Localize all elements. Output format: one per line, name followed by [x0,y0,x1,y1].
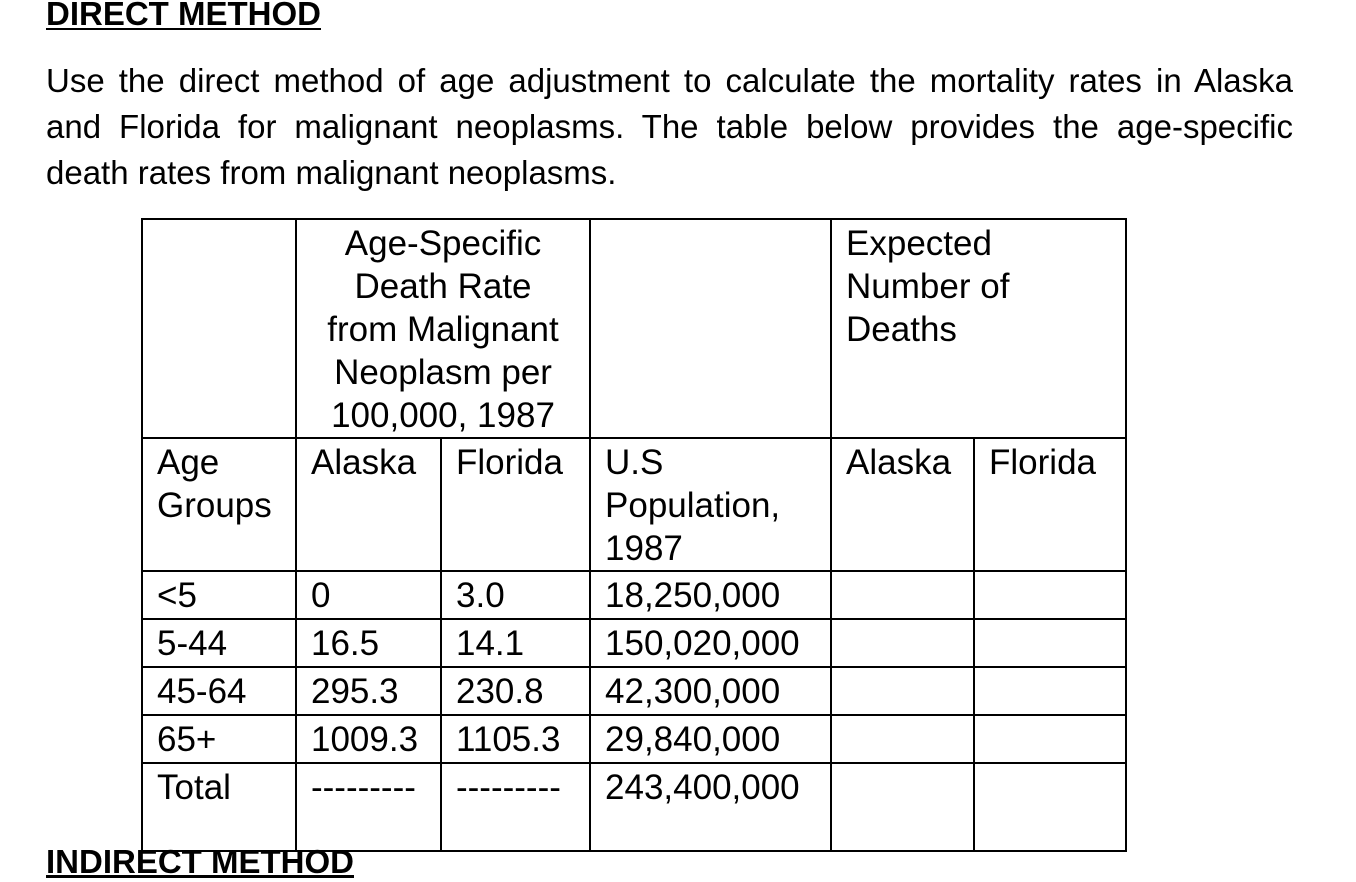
next-section-heading: INDIRECT METHOD [46,843,354,880]
age-group-cell: <5 [142,571,296,619]
alaska-rate-cell: 0 [296,571,441,619]
alaska-expected-cell [831,715,974,763]
header-death-rate: Age-Specific Death Rate from Malignant Neoplasm per 100,000, 1987 [296,219,590,438]
table-row [142,667,1126,715]
alaska-expected-total-cell [831,763,974,851]
table-row [142,715,1126,763]
alaska-expected-cell [831,667,974,715]
florida-expected-cell [974,667,1126,715]
florida-rate-cell: 230.8 [441,667,590,715]
florida-rate-cell: 1105.3 [441,715,590,763]
population-total-cell: 243,400,000 [590,763,831,851]
age-group-cell: 45-64 [142,667,296,715]
florida-rate-cell: 3.0 [441,571,590,619]
age-adjustment-table [141,218,1127,852]
header-alaska-expected: Alaska [831,438,974,571]
table-total-row [142,763,1126,851]
section-heading: DIRECT METHOD [46,0,321,32]
population-cell: 29,840,000 [590,715,831,763]
header-florida-expected: Florida [974,438,1126,571]
population-cell: 150,020,000 [590,619,831,667]
florida-expected-total-cell [974,763,1126,851]
header-florida-rate: Florida [441,438,590,571]
alaska-expected-cell [831,619,974,667]
header-alaska-rate: Alaska [296,438,441,571]
total-label-cell: Total [142,763,296,851]
alaska-rate-cell: 295.3 [296,667,441,715]
florida-expected-cell [974,571,1126,619]
alaska-rate-cell: 1009.3 [296,715,441,763]
florida-total-cell: --------- [441,763,590,851]
table-header-row [142,219,1126,438]
age-group-cell: 5-44 [142,619,296,667]
empty-header-cell [590,219,831,438]
header-us-population: U.S Population, 1987 [590,438,831,571]
header-expected-deaths: Expected Number of Deaths [831,219,1126,438]
alaska-expected-cell [831,571,974,619]
florida-rate-cell: 14.1 [441,619,590,667]
florida-expected-cell [974,715,1126,763]
table-row [142,619,1126,667]
florida-expected-cell [974,619,1126,667]
empty-header-cell [142,219,296,438]
age-group-cell: 65+ [142,715,296,763]
instructions-paragraph: Use the direct method of age adjustment to calculate the mortality rates in Alaska and Florida for malignant neoplasms. The table below provides the age-specific death rates from malignant neoplasms. [46,62,1293,191]
alaska-total-cell: --------- [296,763,441,851]
table-subheader-row [142,438,1126,571]
header-age-groups: Age Groups [142,438,296,571]
alaska-rate-cell: 16.5 [296,619,441,667]
population-cell: 42,300,000 [590,667,831,715]
table-row [142,571,1126,619]
population-cell: 18,250,000 [590,571,831,619]
